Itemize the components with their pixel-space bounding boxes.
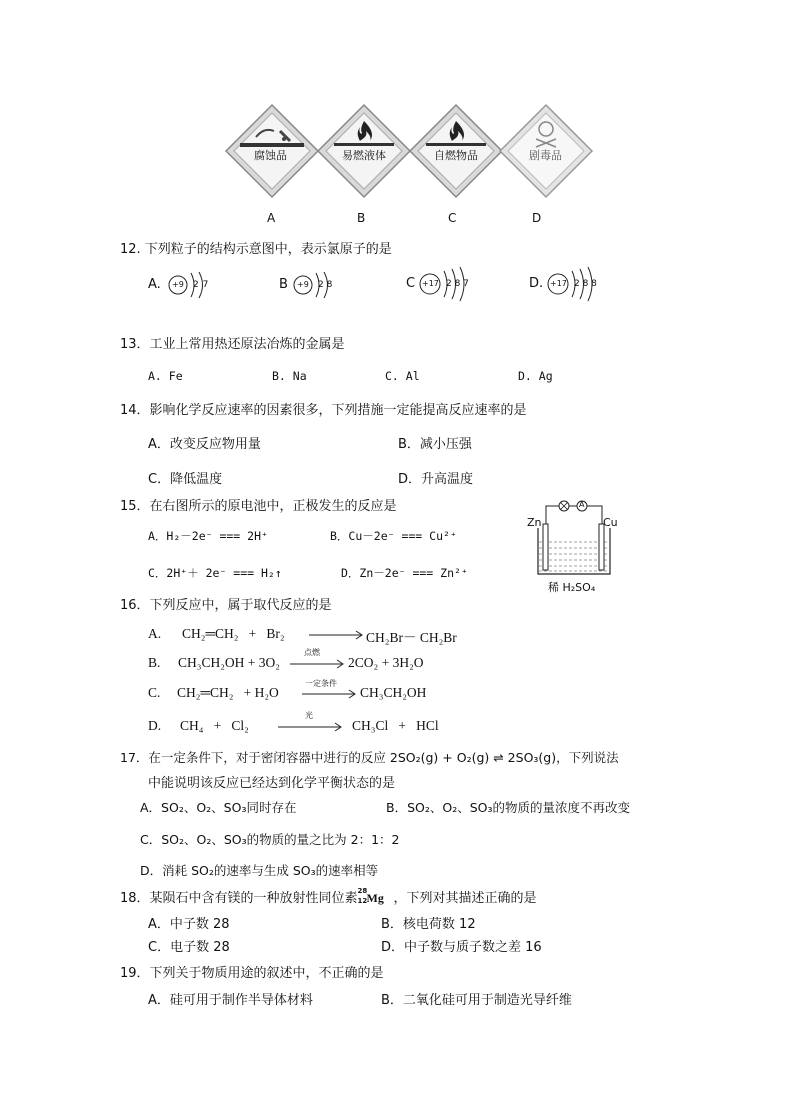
galvanic-cell-diagram <box>526 496 622 580</box>
q19-option-b: B．二氧化硅可用于制造光导纤维 <box>381 993 572 1008</box>
option-letter: D <box>532 211 542 225</box>
question-12-stem: 12. 下列粒子的结构示意图中，表示氯原子的是 <box>120 242 392 257</box>
option-letter: C <box>448 211 457 225</box>
cu-electrode-label: Cu <box>603 516 618 529</box>
q15-option-d: D．Zn－2e⁻ === Zn²⁺ <box>341 566 468 580</box>
solution-label: 稀 H₂SO₄ <box>548 581 596 594</box>
isotope-symbol: Mg <box>366 890 384 905</box>
q17-option-d: D．消耗 SO₂的速率与生成 SO₃的速率相等 <box>140 863 379 878</box>
q14-option-a: A．改变反应物用量 <box>148 437 261 452</box>
q15-option-b: B．Cu－2e⁻ === Cu²⁺ <box>330 529 457 543</box>
reaction-arrow-icon <box>278 721 344 733</box>
q17-option-a: A．SO₂、O₂、SO₃同时存在 <box>140 800 297 815</box>
q14-option-c: C．降低温度 <box>148 472 223 487</box>
question-17-stem-line1: 17．在一定条件下，对于密闭容器中进行的反应 2SO₂(g) + O₂(g) ⇌ 2SO₃(g)，下列说法 <box>120 750 619 765</box>
option-letter: B <box>357 211 366 225</box>
q17-option-c: C．SO₂、O₂、SO₃的物质的量之比为 2：1：2 <box>140 832 400 847</box>
q19-option-a: A．硅可用于制作半导体材料 <box>148 993 313 1008</box>
question-16-stem: 16．下列反应中，属于取代反应的是 <box>120 598 332 613</box>
question-15-stem: 15．在右图所示的原电池中，正极发生的反应是 <box>120 499 397 514</box>
isotope-notation <box>357 886 394 906</box>
q18-option-c: C．电子数 28 <box>148 940 230 955</box>
q18-stem-part2: ，下列对其描述正确的是 <box>393 891 537 906</box>
reaction-arrow-icon <box>302 688 358 700</box>
q18-option-b: B．核电荷数 12 <box>381 917 476 932</box>
q17-option-b: B．SO₂、O₂、SO₃的物质的量浓度不再改变 <box>386 800 630 815</box>
question-19-stem: 19．下列关于物质用途的叙述中，不正确的是 <box>120 966 384 981</box>
q15-option-a: A．H₂－2e⁻ === 2H⁺ <box>148 529 268 543</box>
q13-option-a: A. Fe <box>148 369 183 383</box>
reaction-arrow-icon <box>309 629 365 641</box>
question-17-stem-line2: 中能说明该反应已经达到化学平衡状态的是 <box>148 776 396 791</box>
hazard-label-toxic: 剧毒品 <box>529 149 562 162</box>
hazard-label-spontaneous: 自燃物品 <box>434 149 478 162</box>
q18-option-a: A．中子数 28 <box>148 917 230 932</box>
q13-option-c: C. Al <box>385 369 420 383</box>
question-14-stem: 14．影响化学反应速率的因素很多，下列措施一定能提高反应速率的是 <box>120 403 527 418</box>
isotope-mass-number: 28 <box>357 886 368 895</box>
ammeter-label: A <box>579 500 585 509</box>
question-13-stem: 13．工业上常用热还原法冶炼的金属是 <box>120 337 345 352</box>
question-18-stem <box>120 887 537 906</box>
q18-stem-part1: 18．某陨石中含有镁的一种放射性同位素 <box>120 891 358 906</box>
q14-option-d: D．升高温度 <box>398 472 474 487</box>
reaction-arrow-icon <box>290 658 346 670</box>
q13-option-d: D. Ag <box>518 369 553 383</box>
q14-option-b: B．减小压强 <box>398 437 472 452</box>
q18-option-d: D．中子数与质子数之差 16 <box>381 940 542 955</box>
q13-option-b: B. Na <box>272 369 307 383</box>
isotope-atomic-number: 12 <box>357 896 368 905</box>
zn-electrode-label: Zn <box>527 516 542 529</box>
hazard-label-flammable-liquid: 易燃液体 <box>342 149 386 162</box>
option-letter: A <box>267 211 276 225</box>
q15-option-c: C．2H⁺＋ 2e⁻ === H₂↑ <box>148 566 282 580</box>
hazard-label-corrosive: 腐蚀品 <box>254 149 287 162</box>
